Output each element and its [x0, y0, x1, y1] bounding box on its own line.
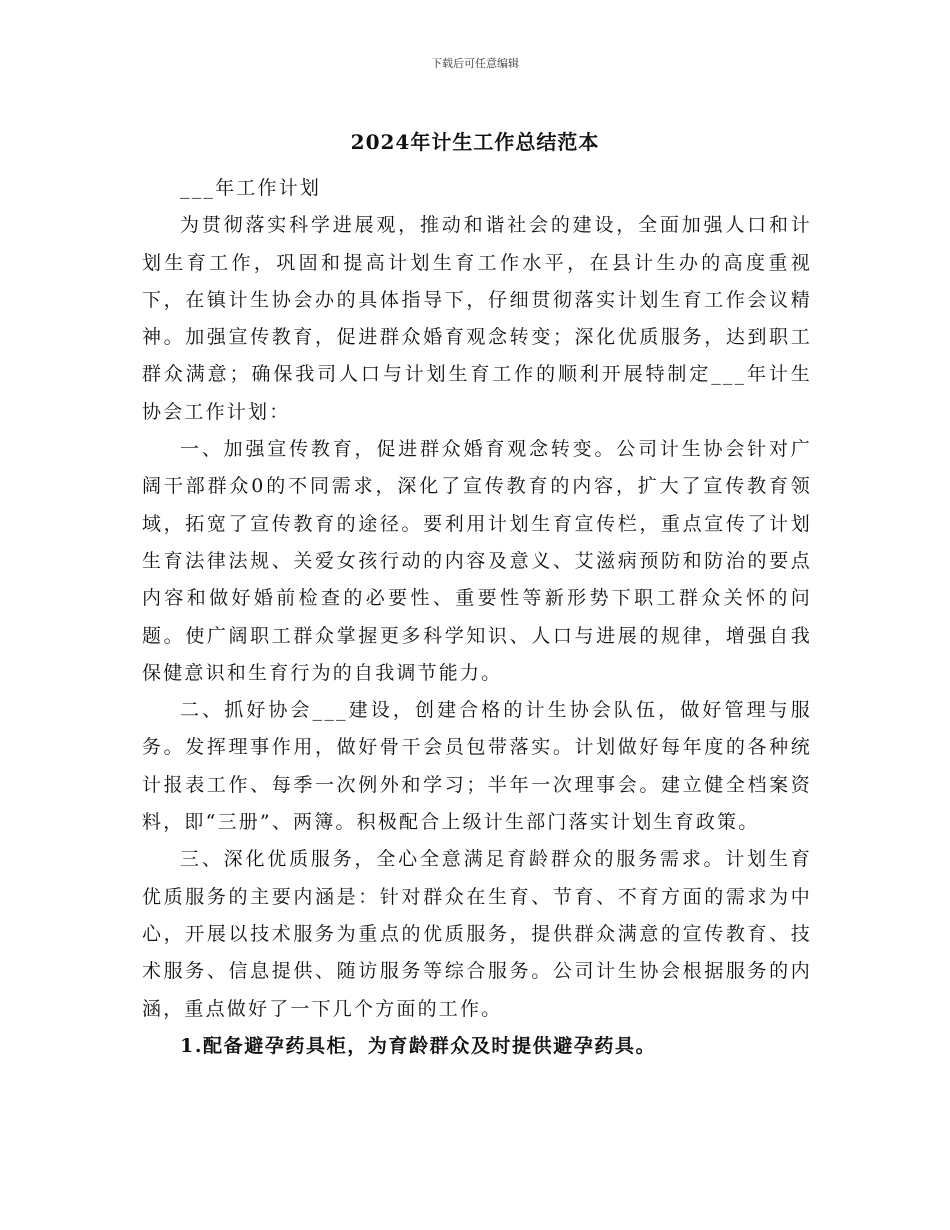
header-note: 下载后可任意编辑 [431, 57, 519, 70]
paragraph-section-3: 三、深化优质服务，全心全意满足育龄群众的服务需求。计划生育优质服务的主要内涵是：针对群众在生育、节育、不育方面的需求为中心，开展以技术服务为重点的优质服务，提供群众满意的宣传教育、技术服务、信息提供、随访服务等综合服务。公司计生协会根据服务的内涵，重点做好了一下几个方面的工作。 [142, 848, 812, 1020]
paragraph-plan-heading: ___年工作计划 [180, 177, 322, 199]
paragraph-subitem-1: 1.配备避孕药具柜，为育龄群众及时提供避孕药具。 [180, 1034, 657, 1057]
paragraph-section-2: 二、抓好协会___建设，创建合格的计生协会队伍，做好管理与服务。发挥理事作用，做好骨干会员包带落实。计划做好每年度的各种统计报表工作、每季一次例外和学习；半年一次理事会。建立健全档案资料，即“三册”、两簿。积极配合上级计生部门落实计划生育政策。 [142, 699, 812, 834]
paragraph-intro: 为贯彻落实科学进展观，推动和谐社会的建设，全面加强人口和计划生育工作，巩固和提高计划生育工作水平，在县计生办的高度重视下，在镇计生协会办的具体指导下，仔细贯彻落实计划生育工作会议精神。加强宣传教育，促进群众婚育观念转变；深化优质服务，达到职工群众满意；确保我司人口与计划生育工作的顺利开展特制定___年计生协会工作计划： [142, 214, 812, 423]
paragraph-section-1: 一、加强宣传教育，促进群众婚育观念转变。公司计生协会针对广阔干部群众0的不同需求，深化了宣传教育的内容，扩大了宣传教育领域，拓宽了宣传教育的途径。要利用计划生育宣传栏，重点宣传了计划生育法律法规、关爱女孩行动的内容及意义、艾滋病预防和防治的要点内容和做好婚前检查的必要性、重要性等新形势下职工群众关怀的问题。使广阔职工群众掌握更多科学知识、人口与进展的规律，增强自我保健意识和生育行为的自我调节能力。 [142, 438, 812, 684]
document-title: 2024年计生工作总结范本 [350, 130, 600, 154]
document-body [142, 170, 812, 1065]
